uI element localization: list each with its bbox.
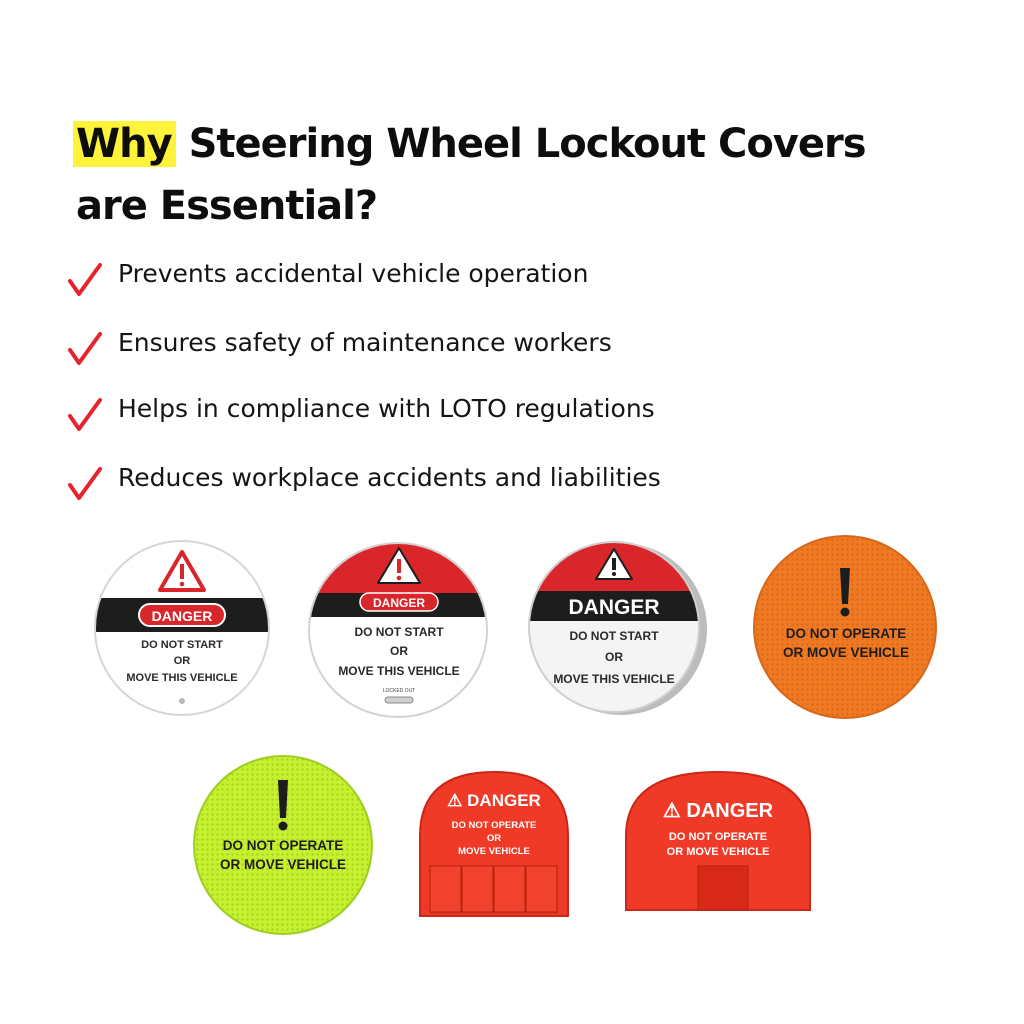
title-line-2: are Essential? <box>76 183 378 229</box>
cover-text: DO NOT OPERATE <box>451 820 537 831</box>
lockout-cover-orange <box>750 532 940 722</box>
cover-text: DO NOT START <box>569 629 659 643</box>
cover-text: OR <box>390 644 408 658</box>
benefit-item <box>64 461 661 509</box>
danger-label: DANGER <box>372 596 426 610</box>
page-title <box>76 113 976 237</box>
danger-label: ⚠ DANGER <box>662 800 774 822</box>
benefit-text: Ensures safety of maintenance workers <box>118 327 612 357</box>
benefit-item <box>64 326 612 374</box>
lockout-cover-red-single <box>624 770 812 912</box>
danger-label: DANGER <box>151 608 213 624</box>
check-mark-icon <box>64 330 104 370</box>
title-rest: Steering Wheel Lockout Covers <box>188 121 866 167</box>
benefit-text: Reduces workplace accidents and liabilities <box>118 462 661 492</box>
check-mark-icon <box>64 465 104 505</box>
cover-text: OR <box>486 833 502 844</box>
cover-text: DO NOT START <box>354 625 444 639</box>
cover-text: DO NOT OPERATE <box>222 838 344 853</box>
title-line-1 <box>76 113 976 175</box>
lockout-cover-red-pockets <box>418 770 570 918</box>
lockout-cover-white-2 <box>303 535 493 725</box>
cover-text: MOVE THIS VEHICLE <box>338 664 460 678</box>
title-highlight: Why <box>73 121 176 167</box>
lockout-cover-neon <box>190 752 376 938</box>
pocket-flaps <box>430 866 558 914</box>
cover-text: DO NOT OPERATE <box>668 831 768 843</box>
benefit-item <box>64 392 655 440</box>
cover-text: OR MOVE VEHICLE <box>219 857 347 872</box>
exclamation-icon <box>840 568 850 617</box>
cover-text: OR MOVE VEHICLE <box>666 846 770 858</box>
cover-text: MOVE THIS VEHICLE <box>553 672 675 686</box>
cover-text: OR <box>173 655 191 667</box>
benefit-item <box>64 257 588 305</box>
cover-text: MOVE THIS VEHICLE <box>126 672 238 684</box>
check-mark-icon <box>64 396 104 436</box>
check-mark-icon <box>64 261 104 301</box>
danger-label: ⚠ DANGER <box>447 791 541 810</box>
benefit-text: Prevents accidental vehicle operation <box>118 258 589 288</box>
cover-text: DO NOT START <box>141 639 223 651</box>
cover-text: OR MOVE VEHICLE <box>782 645 910 660</box>
pocket-flap <box>698 866 748 910</box>
lockout-cover-white-1 <box>92 538 272 718</box>
locked-out-tag: LOCKED OUT <box>382 688 416 694</box>
benefit-text: Helps in compliance with LOTO regulations <box>118 393 655 423</box>
cover-text: DO NOT OPERATE <box>785 626 907 641</box>
cover-text: MOVE VEHICLE <box>458 846 530 857</box>
lockout-cover-white-3 <box>526 533 714 723</box>
danger-label: DANGER <box>568 596 660 619</box>
cover-text: OR <box>605 650 623 664</box>
